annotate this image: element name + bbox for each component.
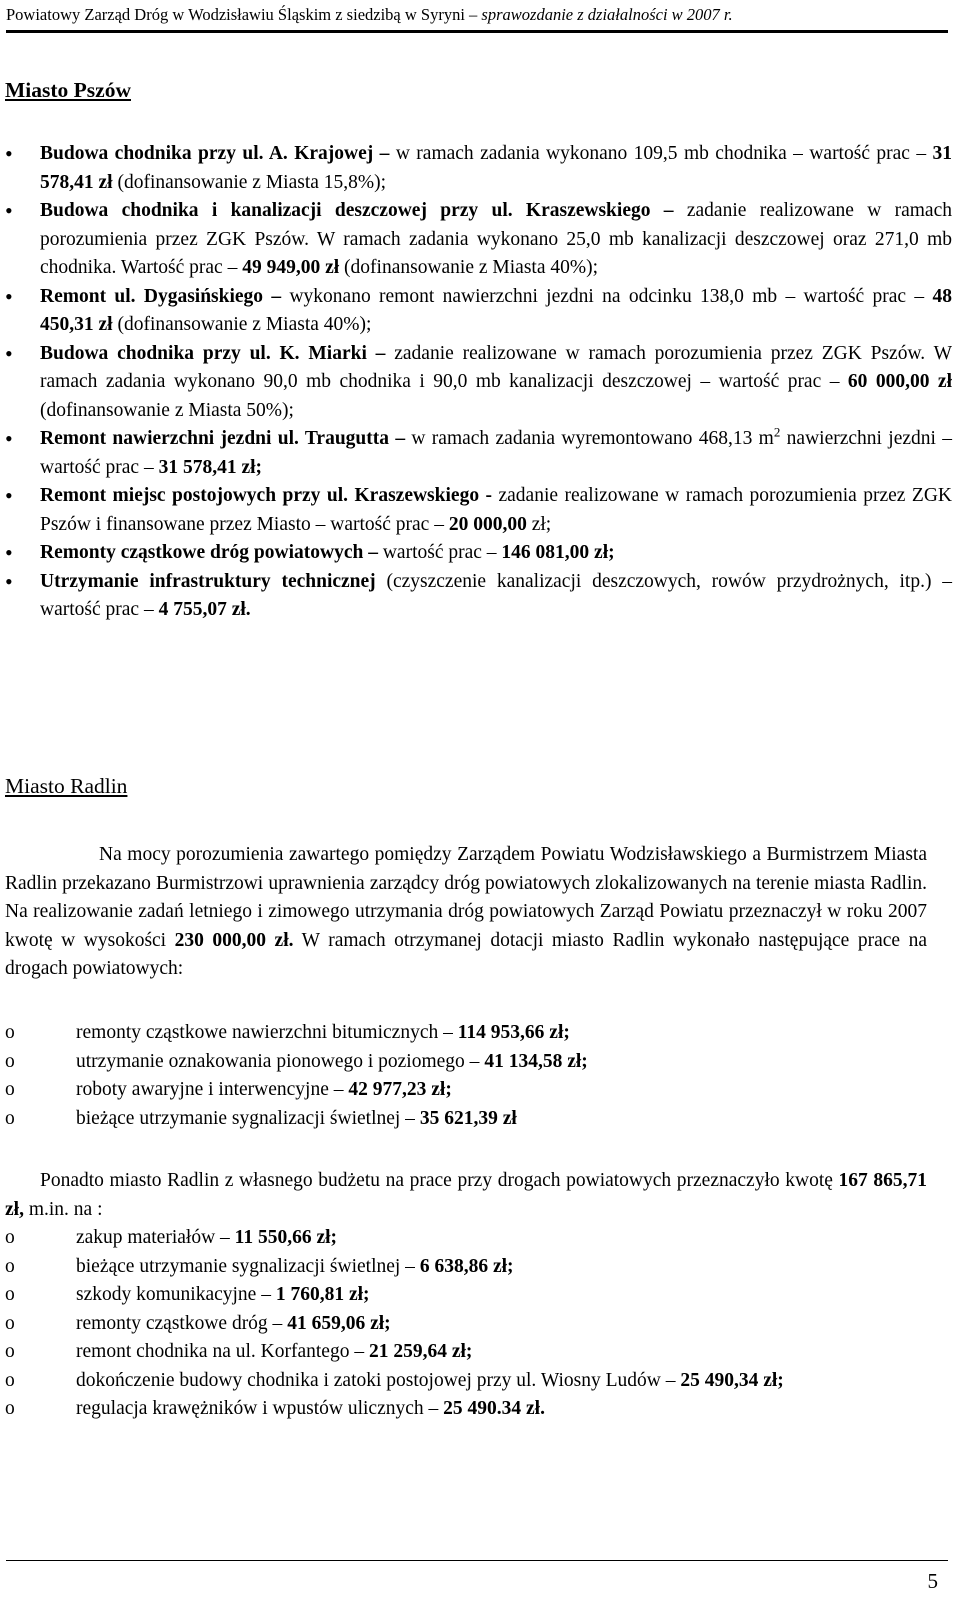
header-text: Powiatowy Zarząd Dróg w Wodzisławiu Śląskim z siedzibą w Syryni – <box>6 5 482 24</box>
list-item: o regulacja krawężników i wpustów ulicznych – 25 490.34 zł. <box>5 1398 545 1419</box>
pszow-task-list <box>0 140 952 625</box>
list-item: o remont chodnika na ul. Korfantego – 21 259,64 zł; <box>5 1341 473 1362</box>
list-item: o utrzymanie oznakowania pionowego i poziomego – 41 134,58 zł; <box>5 1050 588 1072</box>
list-item: o remonty cząstkowe dróg – 41 659,06 zł; <box>5 1312 391 1334</box>
list-item: o dokończenie budowy chodnika i zatoki postojowej przy ul. Wiosny Ludów – 25 490,34 zł; <box>5 1369 784 1391</box>
list-item: • Budowa chodnika przy ul. A. Krajowej – w ramach zadania wykonano 109,5 mb chodnika – wartość prac – 31 578,41 zł (dofinansowanie z Miasta 15,8%); <box>0 140 952 197</box>
list-item: • Remonty cząstkowe dróg powiatowych – wartość prac – 146 081,00 zł; <box>0 539 952 568</box>
list-item: o remonty cząstkowe nawierzchni bitumicznych – 114 953,66 zł; <box>5 1022 570 1043</box>
list-item: • Budowa chodnika przy ul. K. Miarki – zadanie realizowane w ramach porozumienia przez ZGK Pszów. W ramach zadania wykonano 90,0 mb chodnika i 90,0 mb kanalizacji deszczowej – wartość prac – 60 000,00 zł (dofinansowanie z Miasta 50%); <box>0 340 952 426</box>
list-item: o roboty awaryjne i interwencyjne – 42 977,23 zł; <box>5 1079 452 1100</box>
radlin-budget-paragraph: Ponadto miasto Radlin z własnego budżetu na prace przy drogach powiatowych przeznaczyło kwotę 167 865,71 zł, m.in. na : <box>5 1170 928 1220</box>
running-header <box>6 3 948 33</box>
list-item: o szkody komunikacyjne – 1 760,81 zł; <box>5 1284 370 1305</box>
page-number: 5 <box>927 1569 938 1593</box>
radlin-budget-list <box>0 1224 952 1424</box>
list-item: • Budowa chodnika i kanalizacji deszczowej przy ul. Kraszewskiego – zadanie realizowane w ramach porozumienia przez ZGK Pszów. W ramach zadania wykonano 25,0 mb kanalizacji deszczowej oraz 271,0 mb chodnika. Wartość prac – 49 949,00 zł (dofinansowanie z Miasta 40%); <box>0 197 952 283</box>
list-item: • Remont miejsc postojowych przy ul. Kraszewskiego - zadanie realizowane w ramach porozumienia przez ZGK Pszów i finansowane przez Miasto – wartość prac – 20 000,00 zł; <box>0 482 952 539</box>
list-item: • Remont ul. Dygasińskiego – wykonano remont nawierzchni jezdni na odcinku 138,0 mb – wartość prac – 48 450,31 zł (dofinansowanie z Miasta 40%); <box>0 283 952 340</box>
radlin-intro-paragraph: Na mocy porozumienia zawartego pomiędzy Zarządem Powiatu Wodzisławskiego a Burmistrzem Miasta Radlin przekazano Burmistrzowi uprawnienia zarządcy dróg powiatowych zlokalizowanych na terenie miasta Radlin. Na realizowanie zadań letniego i zimowego utrzymania dróg powiatowych Zarząd Powiatu przeznaczył w roku 2007 kwotę w wysokości 230 000,00 zł. W ramach otrzymanej dotacji miasto Radlin wykonało następujące prace na drogach powiatowych: <box>5 844 927 979</box>
radlin-works-list <box>0 1019 952 1133</box>
list-item: o bieżące utrzymanie sygnalizacji świetlnej – 35 621,39 zł <box>5 1107 517 1129</box>
list-item: o bieżące utrzymanie sygnalizacji świetlnej – 6 638,86 zł; <box>5 1255 514 1277</box>
list-item: • Remont nawierzchni jezdni ul. Traugutta – w ramach zadania wyremontowano 468,13 $m^2$ nawierzchni jezdni – wartość prac – 31 578,41 zł; <box>0 425 952 482</box>
section-title-pszow: Miasto Pszów <box>5 78 131 102</box>
list-item: • Utrzymanie infrastruktury technicznej (czyszczenie kanalizacji deszczowych, rowów przydrożnych, itp.) – wartość prac – 4 755,07 zł. <box>0 568 952 625</box>
list-item: o zakup materiałów – 11 550,66 zł; <box>5 1227 338 1248</box>
section-title-radlin: Miasto Radlin <box>5 774 128 798</box>
footer-rule <box>6 1560 948 1561</box>
header-italic-text: sprawozdanie z działalności w 2007 r. <box>481 5 733 24</box>
